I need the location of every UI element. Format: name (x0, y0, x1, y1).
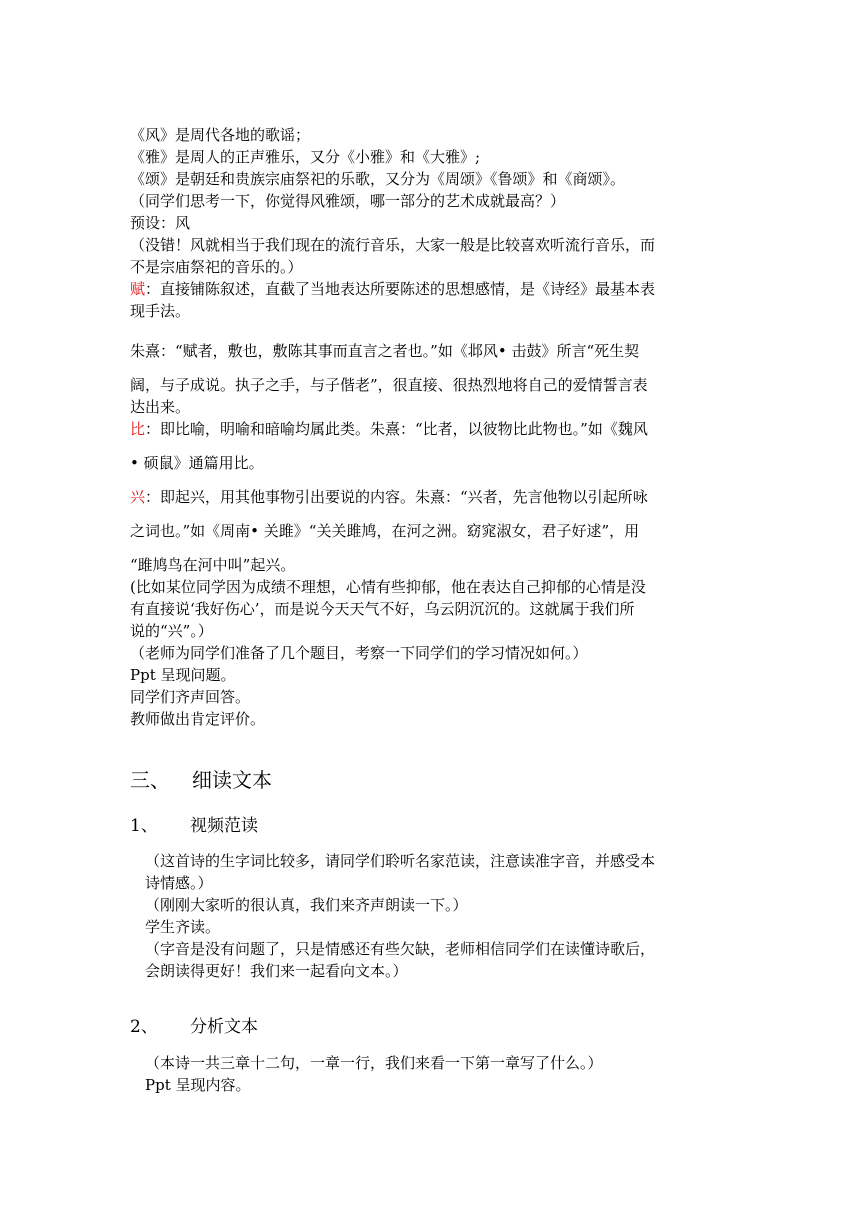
text-line: （同学们思考一下，你觉得风雅颂，哪一部分的艺术成就最高？） (130, 192, 566, 210)
content-block-5 (130, 486, 730, 508)
fu-line (130, 278, 730, 300)
xing-line (130, 486, 730, 508)
content-block-3 (130, 374, 730, 440)
text-line: 达出来。 (130, 398, 191, 416)
section-title: 细读文本 (192, 768, 272, 792)
text-line: Ppt 呈现内容。 (145, 1076, 251, 1094)
text-line: 预设：风 (130, 214, 191, 232)
text-line: （老师为同学们准备了几个题目，考察一下同学们的学习情况如何。） (130, 644, 588, 662)
content-block-7 (130, 554, 730, 730)
text-line: (比如某位同学因为成绩不理想，心情有些抑郁，他在表达自己抑郁的心情是没 (130, 578, 646, 596)
text-line: 同学们齐声回答。 (130, 688, 251, 706)
bi-label: 比 (130, 420, 146, 438)
text-line: 会朗读得更好！我们来一起看向文本。） (145, 962, 408, 980)
content-block-1 (130, 124, 730, 322)
content-block-6 (130, 520, 730, 542)
subsection-number: 2、 (130, 1017, 158, 1037)
text-line: 有直接说‘我好伤心’，而是说今天天气不好，乌云阴沉沉的。这就属于我们所 (130, 600, 635, 618)
xing-label: 兴 (130, 488, 146, 506)
xing-text: ：即起兴，用其他事物引出要说的内容。朱熹：“兴者，先言他物以引起所咏 (145, 488, 648, 506)
text-line: （没错！风就相当于我们现在的流行音乐，大家一般是比较喜欢听流行音乐，而 (130, 236, 656, 254)
section-heading-3 (130, 766, 272, 794)
text-line: 《风》是周代各地的歌谣； (130, 126, 311, 144)
text-line: 说的“兴”。） (130, 622, 213, 640)
text-line: 之词也。”如《周南• 关雎》“关关雎鸠，在河之洲。窈窕淑女，君子好逑”，用 (130, 522, 640, 540)
bi-text: ：即比喻，明喻和暗喻均属此类。朱熹：“比者，以彼物比此物也。”如《魏风 (145, 420, 648, 438)
text-line: “雎鸠鸟在河中叫”起兴。 (130, 556, 296, 574)
text-line: Ppt 呈现问题。 (130, 666, 236, 684)
text-line: 学生齐读。 (145, 918, 221, 936)
text-line: （这首诗的生字词比较多，请同学们聆听名家范读，注意读准字音，并感受本 (145, 852, 656, 870)
subsection-heading-1 (130, 813, 258, 839)
content-block-2 (130, 340, 730, 362)
subsection-2-body (145, 1052, 745, 1096)
text-line: 诗情感。） (145, 874, 213, 892)
subsection-number: 1、 (130, 816, 158, 836)
text-line: 《颂》是朝廷和贵族宗庙祭祀的乐歌，又分为《周颂》《鲁颂》和《商颂》。 (130, 170, 626, 188)
text-line: （字音是没有问题了，只是情感还有些欠缺，老师相信同学们在读懂诗歌后， (145, 940, 656, 958)
fu-text: ：直接铺陈叙述，直截了当地表达所要陈述的思想感情，是《诗经》最基本表 (145, 280, 656, 298)
text-line: 《雅》是周人的正声雅乐，又分《小雅》和《大雅》; (130, 148, 481, 166)
subsection-1-body (145, 850, 745, 982)
section-number: 三、 (130, 768, 170, 792)
text-line: 阔，与子成说。执子之手，与子偕老”，很直接、很热烈地将自己的爱情誓言表 (130, 376, 648, 394)
subsection-heading-2 (130, 1014, 258, 1040)
content-block-4 (130, 452, 730, 474)
text-line: 朱熹：“赋者，敷也，敷陈其事而直言之者也。”如《邶风• 击鼓》所言“死生契 (130, 342, 640, 360)
subsection-title: 分析文本 (190, 1017, 258, 1037)
text-line: 现手法。 (130, 302, 191, 320)
text-line: （本诗一共三章十二句，一章一行，我们来看一下第一章写了什么。） (145, 1054, 603, 1072)
bi-line (130, 418, 730, 440)
text-line: • 硕鼠》通篇用比。 (130, 454, 264, 472)
text-line: 不是宗庙祭祀的音乐的。） (130, 258, 303, 276)
text-line: 教师做出肯定评价。 (130, 710, 266, 728)
subsection-title: 视频范读 (190, 816, 258, 836)
fu-label: 赋 (130, 280, 146, 298)
text-line: （刚刚大家听的很认真，我们来齐声朗读一下。） (145, 896, 468, 914)
